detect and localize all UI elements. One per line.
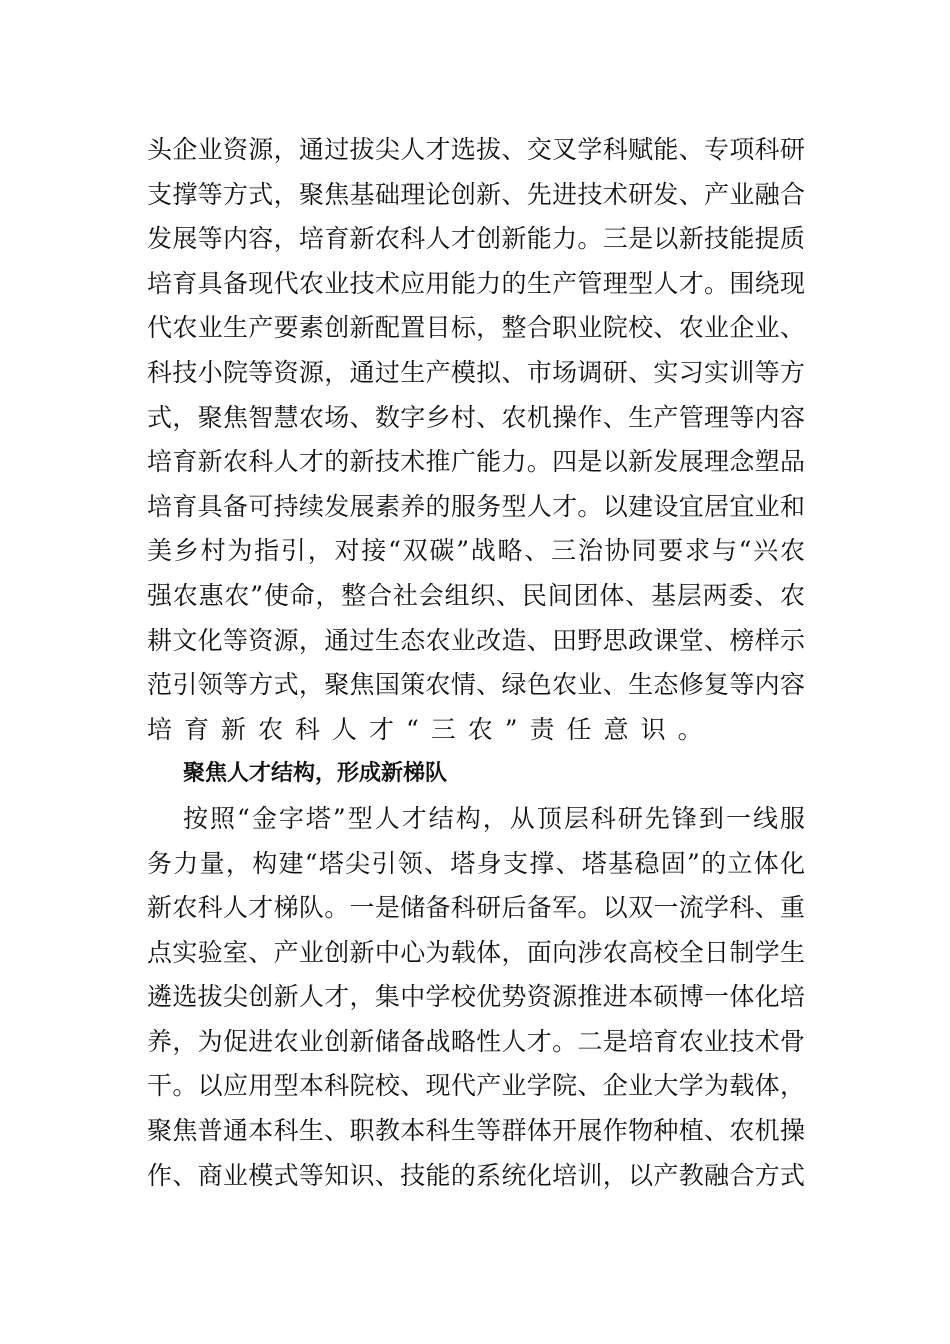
paragraph-2 xyxy=(147,797,805,1198)
text-line: 作、商业模式等知识、技能的系统化培训，以产教融合方式 xyxy=(147,1160,805,1190)
text-line: 美乡村为指引，对接“双碳”战略、三治协同要求与“兴农 xyxy=(147,536,805,566)
text-line: 头企业资源，通过拔尖人才选拔、交叉学科赋能、专项科研 xyxy=(147,135,805,164)
text-line: 培育新农科人才“三农”责任意识。 xyxy=(147,714,715,744)
text-line: 干。以应用型本科院校、现代产业学院、企业大学为载体， xyxy=(147,1071,805,1101)
text-line: 培育新农科人才的新技术推广能力。四是以新发展理念塑品 xyxy=(147,447,805,477)
document-page xyxy=(147,128,805,1198)
text-line: 耕文化等资源，通过生态农业改造、田野思政课堂、榜样示 xyxy=(147,625,805,655)
text-line: 培育具备现代农业技术应用能力的生产管理型人才。围绕现 xyxy=(147,268,805,298)
text-line: 点实验室、产业创新中心为载体，面向涉农高校全日制学生 xyxy=(147,937,805,967)
text-line: 科技小院等资源，通过生产模拟、市场调研、实习实训等方 xyxy=(147,357,805,387)
text-line: 支撑等方式，聚焦基础理论创新、先进技术研发、产业融合 xyxy=(147,179,805,209)
text-line: 式，聚焦智慧农场、数字乡村、农机操作、生产管理等内容 xyxy=(147,402,805,432)
text-line: 强农惠农”使命，整合社会组织、民间团体、基层两委、农 xyxy=(147,580,805,610)
text-line: 聚焦普通本科生、职教本科生等群体开展作物种植、农机操 xyxy=(147,1116,805,1146)
text-line: 务力量，构建“塔尖引领、塔身支撑、塔基稳固”的立体化 xyxy=(147,848,805,878)
text-line: 发展等内容，培育新农科人才创新能力。三是以新技能提质 xyxy=(147,224,805,254)
paragraph-1 xyxy=(147,128,805,752)
text-line: 新农科人才梯队。一是储备科研后备军。以双一流学科、重 xyxy=(147,893,805,923)
section-heading: 聚焦人才结构，形成新梯队 xyxy=(183,761,448,787)
text-line: 培育具备可持续发展素养的服务型人才。以建设宜居宜业和 xyxy=(147,491,805,521)
text-line: 按照“金字塔”型人才结构，从顶层科研先锋到一线服 xyxy=(183,803,805,833)
text-line: 范引领等方式，聚焦国策农情、绿色农业、生态修复等内容 xyxy=(147,670,805,700)
text-line: 遴选拔尖创新人才，集中学校优势资源推进本硕博一体化培 xyxy=(147,982,805,1012)
text-line: 养，为促进农业创新储备战略性人才。二是培育农业技术骨 xyxy=(147,1026,805,1056)
text-line: 代农业生产要素创新配置目标，整合职业院校、农业企业、 xyxy=(147,313,805,343)
